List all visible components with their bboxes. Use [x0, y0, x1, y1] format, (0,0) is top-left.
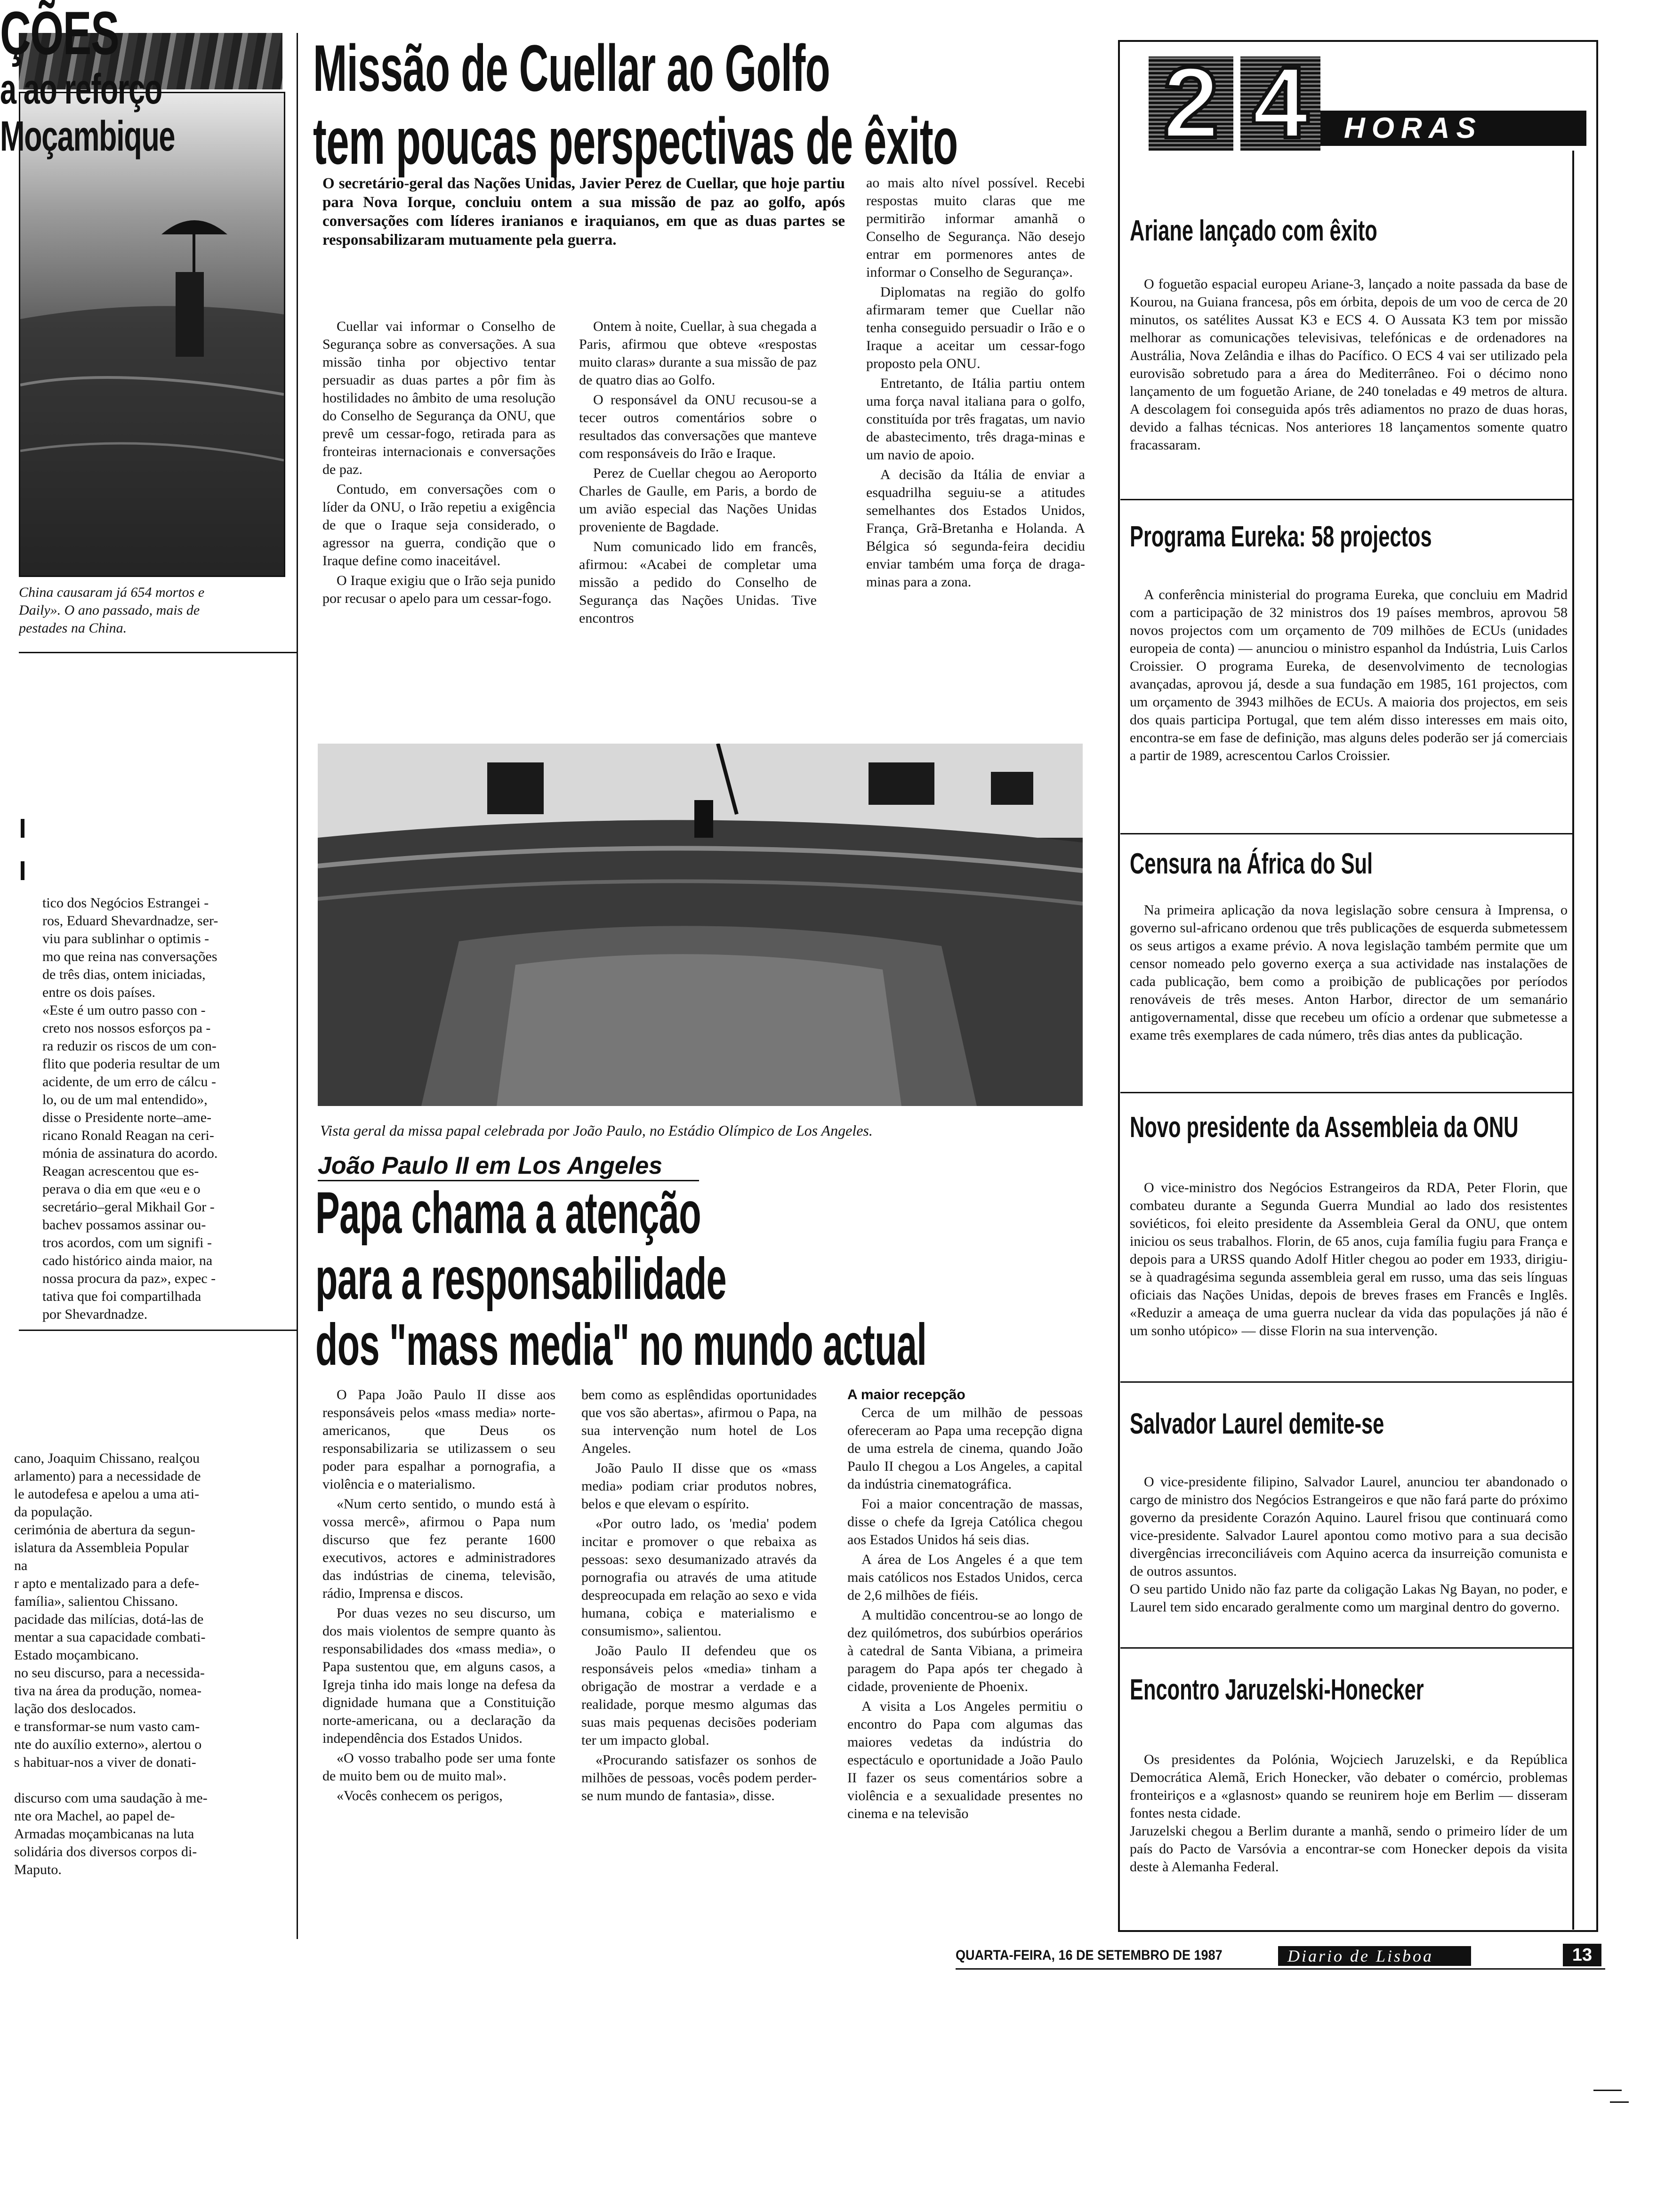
caption-line: pestades na China. [19, 620, 127, 636]
sidebar-rule [1120, 833, 1572, 834]
sidebar-item-2-title: Programa Eureka: 58 projectos [1130, 521, 1432, 553]
text-line: mónia de assinatura do acordo. [42, 1146, 218, 1161]
text-line: disse o Presidente norte–ame- [42, 1110, 212, 1125]
papa-column-2 [581, 1386, 817, 1930]
left-heading-2a: a ao reforço [0, 66, 162, 113]
sidebar-item-2-body: A conferência ministerial do programa Eureka, que concluiu em Madrid com a participação de 32 ministros dos 19 países membros, aprovou 58 novos projectos com um orçamento de 709 milhões de ECUs (unidades europeia de conta) — anunciou o ministro espanhol da Indústria, Luis Carlos Croissier. O programa Eureka, de desenvolvimento de tecnologias avançadas, aprovou já, desde a sua fundação em 1985, 161 projectos, com um orçamento de 3943 milhões de ECUs. A maioria dos projectos, em seis dos quais participa Portugal, que tem além disso interesses em mais oito, encontra-se em fase de definição, mas alguns deles poderão ser já comerciais a partir de 1989, acrescentou Carlos Croissier. [1130, 587, 1568, 763]
text-line: ricano Ronald Reagan na ceri- [42, 1128, 214, 1143]
paragraph: Num comunicado lido em francês, afirmou: «Acabei de completar uma missão a pedido do Conselho de Segurança das Nações Unidas. Tive encontros [579, 539, 817, 626]
paragraph: ao mais alto nível possível. Recebi respostas muito claras que me permitirão informar amanhã o Conselho de Segurança. Não desejo entrar em pormenores antes de informar o Conselho de Segurança». [866, 175, 1085, 280]
sidebar-item-4-body: O vice-ministro dos Negócios Estrangeiros da RDA, Peter Florin, que combateu durante a Segunda Guerra Mundial ao lado dos resistentes soviéticos, foi eleito presidente da Assembleia Geral da ONU, que ontem iniciou os seus trabalhos. Florin, de 65 anos, cuja família fugiu para França e depois para a URSS quando Adolf Hitler chegou ao poder em 1933, dirigiu-se à quadragésima segunda assembleia geral em russo, uma das seis línguas oficiais das Nações Unidas, depois de breves frases em Francês e Inglês. «Reduzir a ameaça de uma guerra nuclear da vida das populações já não é um sonho utópico» — disse Florin na sua intervenção. [1130, 1180, 1568, 1338]
left-rule-2 [19, 1330, 297, 1331]
paragraph: «Num certo sentido, o mundo está à vossa mercê», afirmou o Papa num discurso que fez perante 1600 executivos, actores e administradores das indústrias de cinema, televisão, rádio, Imprensa e discos. [322, 1496, 555, 1601]
paragraph: «Vocês conhecem os perigos, [337, 1788, 503, 1803]
sidebar-item-1-title: Ariane lançado com êxito [1130, 215, 1377, 247]
sidebar-rule [1120, 1647, 1572, 1649]
paragraph: O Papa João Paulo II disse aos responsáveis pelos «mass media» norte-americanos, que Deus os responsabilizaria se utilizassem o seu poder para espalhar a pornografia, a violência e o materialismo. [322, 1387, 555, 1492]
text-line: pacidade das milícias, dotá-las de [14, 1611, 204, 1627]
lead-intro: O secretário-geral das Nações Unidas, Javier Perez de Cuellar, que hoje partiu para Nova Iorque, concluiu ontem a sua missão de paz ao golfo, após conversações com líderes iranianos e iraquianos, em que as duas partes se responsabilizaram mutuamente pela guerra. [322, 175, 845, 248]
paragraph: O Iraque exigiu que o Irão seja punido por recusar o apelo para um cessar-fogo. [322, 573, 555, 606]
text-line: família», salientou Chissano. [14, 1594, 178, 1609]
lead-column-3 [866, 174, 1085, 704]
paragraph: Diplomatas na região do golfo afirmaram temer que Cuellar não tenha conseguido persuadir o Irão e o Iraque a aceitar um cessar-fogo proposto pela ONU. [866, 284, 1085, 371]
text-line: mentar a sua capacidade combati- [14, 1629, 206, 1645]
papa-kicker: João Paulo II em Los Angeles [318, 1152, 663, 1179]
paragraph: A multidão concentrou-se ao longo de dez quilómetros, dos subúrbios operários à catedral de Santa Vibiana, a primeira paragem do Papa após ter chegado à cidade, proveniente de Phoenix. [847, 1607, 1083, 1694]
sidebar-rule [1120, 1092, 1572, 1093]
text-line: da população. [14, 1504, 93, 1520]
text-line: discurso com uma saudação à me- [14, 1790, 208, 1806]
logo-digit-4: 4 [1252, 46, 1309, 159]
paragraph: A área de Los Angeles é a que tem mais católicos nos Estados Unidos, cerca de 2,6 milhões de fiéis. [847, 1552, 1083, 1603]
text-line: cado histórico ainda maior, na [42, 1253, 213, 1268]
text-line: creto nos nossos esforços pa - [42, 1020, 211, 1036]
paragraph: Perez de Cuellar chegou ao Aeroporto Charles de Gaulle, em Paris, a bordo de um avião especial das Nações Unidas proveniente de Bagdade. [579, 465, 817, 535]
paragraph: O responsável da ONU recusou-se a tecer outros comentários sobre o resultados das conversações que manteve com responsáveis do Irão e Iraque. [579, 392, 817, 461]
text-line: de três dias, ontem iniciadas, [42, 967, 206, 982]
paragraph: Por duas vezes no seu discurso, um dos mais violentos de sempre quanto às responsabilidades dos «mass media», o Papa sustentou que, em alguns casos, a Igreja tinha ido mais longe na defesa da dignidade humana que a Constituição norte-americana, ou a declaração da independência dos Estados Unidos. [322, 1605, 555, 1746]
caption-line: China causaram já 654 mortos e [19, 585, 205, 600]
paragraph: Foi a maior concentração de massas, disse o chefe da Igreja Católica chegou aos Estados Unidos há seis dias. [847, 1496, 1083, 1547]
text-line: Reagan acrescentou que es- [42, 1163, 199, 1179]
left-article-1 [19, 894, 287, 1323]
paragraph: «O vosso trabalho pode ser uma fonte de muito bem ou de muito mal». [322, 1750, 555, 1784]
papa-headline-line-2: para a responsabilidade [315, 1246, 727, 1312]
text-line: tiva na área da produção, nomea- [14, 1683, 202, 1699]
left-article-2 [14, 1450, 287, 1879]
text-line: mo que reina nas conversações [42, 949, 217, 964]
text-line: nte do auxílio externo», alertou o [14, 1737, 202, 1752]
paragraph: «Procurando satisfazer os sonhos de milhões de pessoas, vocês podem perder-se num mundo de fantasia», disse. [581, 1752, 817, 1803]
text-line: por Shevardnadze. [42, 1306, 148, 1322]
text-line: tros acordos, com um signifi - [42, 1235, 212, 1250]
paragraph: João Paulo II defendeu que os responsáveis pelos «media» tinham a obrigação de mostrar a verdade e a realidade, porque mesmo algumas das suas mais pequenas decisões poderiam ter um impacto global. [581, 1643, 817, 1748]
left-bar [21, 861, 24, 880]
lead-column-1 [322, 318, 555, 704]
paragraph: Cuellar vai informar o Conselho de Segurança sobre as conversações. A sua missão tinha por objectivo tentar persuadir as duas partes a pôr fim às hostilidades no âmbito de uma resolução do Conselho de Segurança da ONU, que prevê um cessar-fogo, retirada para as fronteiras internacionais e conversações de paz. [322, 319, 555, 477]
text-line: no seu discurso, para a necessida- [14, 1665, 205, 1681]
logo-digit-2: 2 [1163, 46, 1219, 159]
left-bar [21, 819, 24, 838]
crop-mark [1593, 2090, 1622, 2091]
paragraph: João Paulo II disse que os «mass media» podiam criar produtos nobres, belos e que elevam o espírito. [581, 1460, 817, 1512]
footer-page-number: 13 [1572, 1945, 1593, 1965]
logo-horas: HORAS [1344, 112, 1482, 144]
text-line: viu para sublinhar o optimis - [42, 931, 209, 946]
paragraph: Contudo, em conversações com o líder da ONU, o Irão repetiu a exigência de que o Iraque seja considerado, o agressor na guerra, condição que o Iraque define como inaceitável. [322, 481, 555, 569]
papa-headline-line-1: Papa chama a atenção [315, 1180, 701, 1246]
column-divider-left [297, 33, 298, 1939]
footer-masthead: Diario de Lisboa [1287, 1947, 1434, 1965]
text-line: nte ora Machel, ao papel de- [14, 1808, 175, 1824]
sidebar-item-6-title: Encontro Jaruzelski-Honecker [1130, 1674, 1424, 1706]
papa-subhead: A maior recepção [847, 1387, 965, 1403]
sidebar-item-3-title: Censura na África do Sul [1130, 848, 1373, 880]
sidebar-item-6-body: Os presidentes da Polónia, Wojciech Jaruzelski, e da República Democrática Alemã, Erich Honecker, vão debater o comércio, problemas fronteiriços e a «glasnost» quando se reunirem hoje em Berlim — disseram fontes nesta cidade. Jaruzelski chegou a Berlim durante a manhã, sendo o primeiro líder de um país do Pacto de Varsóvia a encontrar-se com Honecker depois da visita deste à Alemanha Federal. [1130, 1752, 1568, 1875]
left-photo-caption [19, 584, 282, 637]
text-line: acidente, de um erro de cálcu - [42, 1074, 216, 1090]
footer-date: QUARTA-FEIRA, 16 DE SETEMBRO DE 1987 [956, 1948, 1223, 1963]
text-line: ros, Eduard Shevardnadze, ser- [42, 913, 218, 929]
sidebar-logo [1127, 46, 1589, 159]
sidebar-item-4-title: Novo presidente da Assembleia da ONU [1130, 1111, 1519, 1144]
papa-column-3 [847, 1386, 1083, 1930]
text-line: bachev possamos assinar ou- [42, 1217, 206, 1233]
lead-headline-line-1: Missão de Cuellar ao Golfo [313, 31, 830, 105]
paragraph: Entretanto, de Itália partiu ontem uma força naval italiana para o golfo, constituída por três fragatas, um navio de abastecimento, três draga-minas e um navio de apoio. [866, 376, 1085, 463]
text-line: entre os dois países. [42, 985, 155, 1000]
text-line: Maputo. [14, 1862, 62, 1877]
text-line: le autodefesa e apelou a uma ati- [14, 1486, 200, 1502]
text-line: «Este é um outro passo con - [42, 1002, 206, 1018]
text-line: cano, Joaquim Chissano, realçou [14, 1451, 200, 1466]
lead-headline-line-2: tem poucas perspectivas de êxito [313, 104, 958, 178]
text-line: arlamento) para a necessidade de [14, 1468, 201, 1484]
text-line: secretário–geral Mikhail Gor - [42, 1199, 215, 1215]
text-line: lação dos deslocados. [14, 1701, 137, 1716]
text-line: Armadas moçambicanas na luta [14, 1826, 194, 1842]
paragraph: bem como as esplêndidas oportunidades que vos são abertas», afirmou o Papa, na sua intervenção num hotel de Los Angeles. [581, 1387, 817, 1456]
paragraph: Ontem à noite, Cuellar, à sua chegada a Paris, afirmou que obteve «respostas muito claras» durante a sua missão de paz de quatro dias ao Golfo. [579, 319, 817, 388]
paragraph: A decisão da Itália de enviar a esquadrilha seguiu-se a atitudes semelhantes dos Estados Unidos, França, Grã-Bretanha e Holanda. A Bélgica só segunda-feira decidiu enviar também uma força de draga-minas para a zona. [866, 467, 1085, 590]
text-line: na [14, 1558, 28, 1573]
sidebar-item-5-title: Salvador Laurel demite-se [1130, 1408, 1384, 1440]
sidebar-inner-rule [1572, 151, 1574, 1930]
papa-headline-line-3: dos "mass media" no mundo actual [315, 1312, 927, 1378]
lead-column-2 [579, 318, 817, 704]
left-heading-1: ÇÕES [0, 0, 119, 67]
crop-mark [1610, 2101, 1629, 2103]
paragraph: «Por outro lado, os 'media' podem incitar e promover o que rebaixa as pessoas: sexo desumanizado através da pornografia ou através de uma atitude despreocupada em relação ao sexo e vida humana, cobiça e materialismo e consumismo», salientou. [581, 1516, 817, 1639]
text-line: s habituar-nos a viver de donati- [14, 1755, 196, 1770]
text-line: perava o dia em que «eu e o [42, 1181, 201, 1197]
stadium-photo [318, 744, 1083, 1106]
rain-photo [19, 92, 285, 577]
left-heading-2b: Moçambique [0, 113, 175, 160]
text-line [14, 1771, 287, 1789]
sidebar-item-3-body: Na primeira aplicação da nova legislação sobre censura à Imprensa, o governo sul-africano ordenou que três publicações de esquerda submetessem os seus artigos a exame prévio. A nova legislação também permite que um censor nomeado pelo governo exerça a sua actividade nas instalações de cada publicação, bem como a proibição de publicações por períodos renováveis de três meses. Anton Harbor, director de um semanário antigovernamental, disse que recebeu um ofício a ordenar que submetesse a exame três exemplares de cada número, três dias antes da publicação. [1130, 902, 1568, 1043]
text-line: e transformar-se num vasto cam- [14, 1719, 200, 1734]
sidebar-rule [1120, 1381, 1572, 1383]
text-line: r apto e mentalizado para a defe- [14, 1576, 200, 1591]
stadium-photo-caption: Vista geral da missa papal celebrada por João Paulo, no Estádio Olímpico de Los Angeles. [320, 1122, 873, 1139]
papa-kicker-box [318, 1151, 699, 1181]
text-line: nossa procura da paz», expec - [42, 1271, 216, 1286]
left-rule-1 [19, 652, 297, 653]
footer-rule [956, 1968, 1605, 1970]
text-line: flito que poderia resultar de um [42, 1056, 220, 1072]
caption-line: Daily». O ano passado, mais de [19, 602, 200, 618]
text-line: Estado moçambicano. [14, 1647, 139, 1663]
text-line: lo, ou de um mal entendido», [42, 1092, 208, 1107]
text-line: islatura da Assembleia Popular [14, 1540, 189, 1555]
paragraph: A visita a Los Angeles permitiu o encontro do Papa com algumas das maiores vedetas da indústria do espectáculo e oportunidade a João Paulo II fazer os seus comentários sobre a violência e a sexualidade presentes no cinema e na televisão [847, 1699, 1083, 1821]
sidebar-item-5-body: O vice-presidente filipino, Salvador Laurel, anunciou ter abandonado o cargo de ministro dos Negócios Estrangeiros e que não fará parte do próximo governo da presidente Corazón Aquino. Laurel frisou que continuará como vice-presidente. Salvador Laurel apontou como motivo para a sua decisão divergências irreconciliáveis com Aquino acerca da insurreição comunista e de outros assuntos. O seu partido Unido não faz parte da coligação Lakas Ng Bayan, no poder, e Laurel tem sido encarado geralmente como um marginal dentro do governo. [1130, 1474, 1568, 1615]
sidebar-item-1-body: O foguetão espacial europeu Ariane-3, lançado a noite passada da base de Kourou, na Guiana francesa, pôs em órbita, depois de um voo de cerca de 20 minutos, os satélites Aussat K3 e ECS 4. O Aussata K3 tem por missão melhorar as comunicações televisivas, telefónicas e de ordenadores na Austrália, Nova Zelândia e ilhas do Pacífico. O ECS 4 vai ser utilizado pela eurovisão sobretudo para a área do Mediterrâneo. Foi o décimo nono lançamento de um foguetão Ariane, de 240 toneladas e 49 metros de altura. A descolagem foi conseguida após três adiamentos no prazo de duas horas, devido a falhas técnicas. Nos anteriores 18 lançamentos somente quatro fracassaram. [1130, 276, 1568, 453]
text-line: cerimónia de abertura da segun- [14, 1522, 195, 1538]
text-line: tativa que foi compartilhada [42, 1289, 201, 1304]
text-line: tico dos Negócios Estrangei - [42, 895, 209, 911]
papa-column-1 [322, 1386, 555, 1930]
paragraph: Cerca de um milhão de pessoas ofereceram ao Papa uma recepção digna de uma estrela de cinema, quando João Paulo II chegou a Los Angeles, a capital da indústria cinematográfica. [847, 1405, 1083, 1492]
sidebar-rule [1120, 499, 1572, 500]
text-line: ra reduzir os riscos de um con- [42, 1038, 217, 1054]
text-line: solidária dos diversos corpos di- [14, 1844, 197, 1859]
